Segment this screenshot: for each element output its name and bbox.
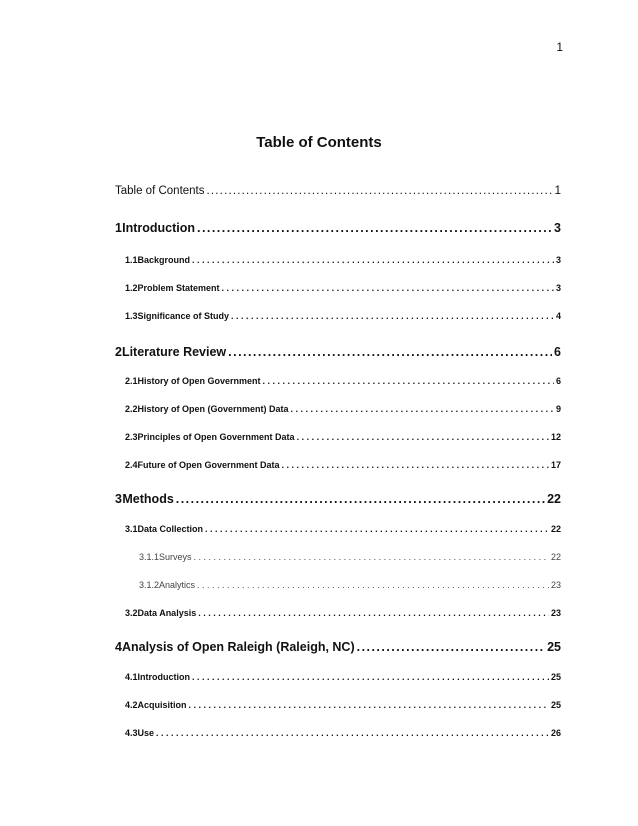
toc-entry[interactable] — [125, 311, 561, 321]
toc-entry-number: 1.2 — [125, 283, 138, 293]
toc-entry[interactable] — [125, 672, 561, 682]
toc-entry[interactable] — [115, 185, 561, 197]
toc-entry-page: 12 — [550, 432, 561, 442]
toc-entry-label: Literature Review — [121, 345, 227, 359]
toc-entry-number: 1 — [115, 221, 122, 235]
toc-entry[interactable] — [125, 255, 561, 265]
leader-dots — [205, 524, 549, 534]
toc-entry-label: Principles of Open Government Data — [137, 432, 295, 442]
toc-entry-page: 3 — [554, 221, 561, 235]
toc-entry-label: Significance of Study — [137, 311, 230, 321]
toc-entry-number: 2 — [115, 345, 122, 359]
leader-dots — [207, 185, 553, 197]
toc-entry[interactable] — [115, 345, 561, 359]
leader-dots — [192, 672, 549, 682]
toc-entry-label: Analytics — [159, 580, 196, 590]
toc-entry-number: 3.2 — [125, 608, 138, 618]
leader-dots — [192, 255, 554, 265]
toc-entry-number: 3.1.2 — [139, 580, 160, 590]
toc-entry[interactable] — [125, 376, 561, 386]
toc-entry-number: 3 — [115, 492, 122, 506]
leader-dots — [228, 345, 552, 359]
toc-entry-page: 1 — [554, 185, 561, 197]
leader-dots — [197, 580, 549, 590]
toc-entry-number: 2.3 — [125, 432, 138, 442]
toc-entry[interactable] — [125, 460, 561, 470]
toc-entry-label: History of Open (Government) Data — [137, 404, 289, 414]
toc-entry-page: 6 — [554, 345, 561, 359]
toc-entry-label: Introduction — [122, 221, 196, 235]
toc-entry[interactable] — [115, 492, 561, 506]
toc-entry-page: 22 — [547, 492, 561, 506]
toc-entry-number: 2.1 — [125, 376, 138, 386]
toc-entry-label: Background — [137, 255, 191, 265]
toc-entry[interactable] — [115, 221, 561, 235]
leader-dots — [291, 404, 554, 414]
toc-entry-page: 3 — [555, 255, 561, 265]
page-number: 1 — [556, 40, 563, 54]
toc-entry-number: 1.1 — [125, 255, 138, 265]
toc-entry-page: 4 — [555, 311, 561, 321]
toc-entry[interactable] — [139, 580, 561, 590]
page-title: Table of Contents — [256, 134, 382, 151]
toc-entry-label: Use — [137, 728, 155, 738]
toc-entry-number: 4.2 — [125, 700, 138, 710]
toc-entry-label: Analysis of Open Raleigh (Raleigh, NC) — [121, 640, 355, 654]
leader-dots — [282, 460, 549, 470]
toc-entry[interactable] — [125, 608, 561, 618]
toc-entry-page: 22 — [550, 552, 561, 562]
leader-dots — [197, 221, 552, 235]
toc-entry-label: Table of Contents — [115, 185, 205, 197]
toc-entry-page: 23 — [550, 608, 561, 618]
toc-entry-page: 17 — [550, 460, 561, 470]
toc-entry[interactable] — [139, 552, 561, 562]
leader-dots — [231, 311, 554, 321]
toc-entry-page: 22 — [550, 524, 561, 534]
toc-entry-label: Future of Open Government Data — [137, 460, 280, 470]
toc-entry-number: 4.3 — [125, 728, 138, 738]
leader-dots — [189, 700, 549, 710]
toc-entry-label: Methods — [122, 492, 174, 506]
toc-entry[interactable] — [125, 432, 561, 442]
toc-entry-label: Data Collection — [137, 524, 204, 534]
toc-entry-page: 23 — [550, 580, 561, 590]
toc-entry-page: 26 — [550, 728, 561, 738]
toc-entry[interactable] — [125, 404, 561, 414]
leader-dots — [297, 432, 549, 442]
toc-entry-page: 9 — [555, 404, 561, 414]
leader-dots — [263, 376, 554, 386]
toc-entry[interactable] — [125, 728, 561, 738]
leader-dots — [194, 552, 549, 562]
toc-entry[interactable] — [125, 283, 561, 293]
toc-entry-label: Data Analysis — [137, 608, 197, 618]
toc-entry-number: 3.1.1 — [139, 552, 160, 562]
leader-dots — [198, 608, 549, 618]
toc-entry-label: Surveys — [159, 552, 192, 562]
toc-entry-number: 1.3 — [125, 311, 138, 321]
toc-entry-number: 4 — [115, 640, 122, 654]
leader-dots — [357, 640, 545, 654]
toc-entry-page: 25 — [547, 640, 561, 654]
toc-entry-label: Problem Statement — [137, 283, 220, 293]
toc-entry-number: 2.4 — [125, 460, 138, 470]
toc-entry-label: Introduction — [137, 672, 191, 682]
leader-dots — [176, 492, 545, 506]
toc-entry-page: 25 — [550, 672, 561, 682]
toc-entry-page: 6 — [555, 376, 561, 386]
toc-entry-number: 3.1 — [125, 524, 138, 534]
toc-entry-number: 2.2 — [125, 404, 138, 414]
toc-entry-number: 4.1 — [125, 672, 138, 682]
toc-entry-label: History of Open Government — [137, 376, 261, 386]
toc-entry[interactable] — [125, 524, 561, 534]
toc-entry-label: Acquisition — [137, 700, 187, 710]
toc-entry-page: 25 — [550, 700, 561, 710]
toc-entry[interactable] — [115, 640, 561, 654]
toc-entry-page: 3 — [555, 283, 561, 293]
leader-dots — [156, 728, 549, 738]
toc-entry[interactable] — [125, 700, 561, 710]
leader-dots — [222, 283, 554, 293]
